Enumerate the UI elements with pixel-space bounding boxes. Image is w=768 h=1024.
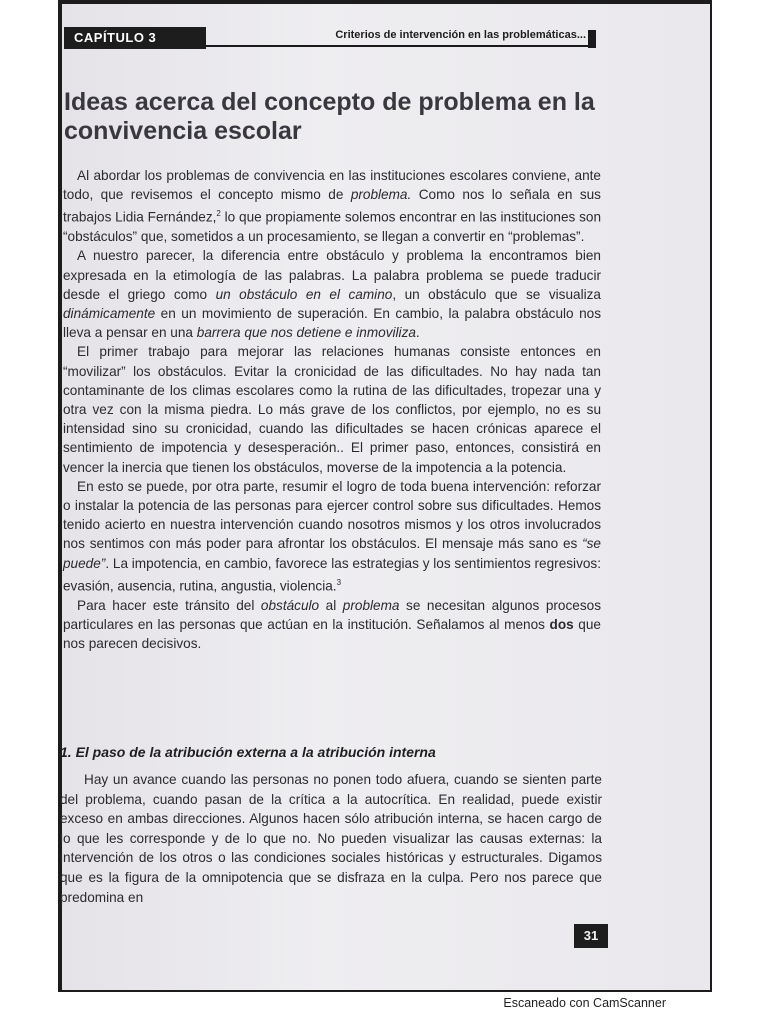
paragraph-4 bbox=[63, 477, 601, 596]
text-run: En esto se puede, por otra parte, resumir el logro de toda buena intervención: reforzar o instalar la potencia de las personas para ejercer control sobre sus dificultades. Hemos tenido acierto en nuestra intervención cuando nosotros mismos y los otros involucrados nos sentimos con más poder para afrontar los obstáculos. El mensaje más sano es bbox=[63, 478, 601, 552]
emphasis: obstáculo bbox=[260, 597, 320, 613]
body-text bbox=[63, 166, 601, 653]
paragraph-2 bbox=[63, 246, 601, 342]
running-title: Criterios de intervención en las problemáticas... bbox=[335, 29, 586, 41]
subsection-heading: 1. El paso de la atribución externa a la atribución interna bbox=[60, 744, 436, 760]
paragraph-5 bbox=[63, 596, 601, 654]
header-end-block bbox=[588, 30, 596, 48]
footnote-ref: 3 bbox=[336, 577, 342, 587]
page-number: 31 bbox=[574, 924, 608, 948]
text-run: . La impotencia, en cambio, favorece las estrategias y los sentimientos regresivos: evasión, ausencia, rutina, angustia, violencia. bbox=[63, 555, 601, 594]
running-header bbox=[64, 27, 596, 49]
emphasis: dinámicamente bbox=[63, 305, 156, 321]
subsection-text bbox=[60, 770, 602, 907]
text-run: en un movimiento de superación. En cambio, la palabra obstáculo nos lleva a pensar en una bbox=[63, 305, 601, 341]
text-run: , un obstáculo que se visualiza bbox=[392, 286, 601, 302]
paragraph-1 bbox=[63, 166, 601, 246]
text-run: Como nos lo señala en sus trabajos Lidia Fernández, bbox=[63, 187, 601, 225]
scanner-watermark: Escaneado con CamScanner bbox=[503, 996, 666, 1010]
text-run: que nos parecen decisivos. bbox=[63, 616, 601, 651]
strong-text: dos bbox=[549, 616, 574, 632]
emphasis: problema. bbox=[350, 187, 412, 203]
paragraph-6: Hay un avance cuando las personas no ponen todo afuera, cuando se sienten parte del problema, cuando pasan de la crítica a la autocrítica. En realidad, puede existir exceso en ambas direcciones. Algunos hacen sólo atribución interna, se hacen cargo de lo que les corresponde y de lo que no. No pueden visualizar las causas externas: la intervención de los otros o las condiciones sociales históricas y estructurales. Digamos que es la figura de la omnipotencia que se disfraza en la culpa. Pero nos parece que predomina en bbox=[60, 772, 602, 905]
paragraph-3: El primer trabajo para mejorar las relaciones humanas consiste entonces en “movilizar” los obstáculos. Evitar la cronicidad de las dificultades. No hay nada tan contaminante de los climas escolares como la rutina de las dificultades, tropezar una y otra vez con la misma piedra. Lo más grave de los conflictos, por ejemplo, no es su intensidad sino su cronicidad, cuando las dificultades se hacen crónicas aparece el sentimiento de impotencia y desesperación.. El primer paso, entonces, consistirá en vencer la inercia que tienen los obstáculos, moverse de la impotencia a la potencia. bbox=[63, 344, 601, 475]
emphasis: un obstáculo en el camino bbox=[215, 286, 393, 302]
emphasis: problema bbox=[342, 597, 400, 613]
section-title: Ideas acerca del concepto de problema en la convivencia escolar bbox=[64, 88, 595, 145]
text-run: . bbox=[415, 325, 420, 341]
text-run: al bbox=[319, 597, 343, 613]
text-run: A nuestro parecer, la diferencia entre obstáculo y problema la encontramos bien expresada en la etimología de las palabras. La palabra problema se puede traducir desde el griego como bbox=[63, 248, 601, 302]
emphasis: “se puede” bbox=[63, 536, 601, 571]
emphasis: barrera que nos detiene e inmoviliza bbox=[196, 325, 416, 341]
chapter-label: CAPÍTULO 3 bbox=[64, 27, 206, 49]
footnote-ref: 2 bbox=[216, 209, 221, 219]
text-run: Al abordar los problemas de convivencia en las instituciones escolares conviene, ante todo, que revisemos el concepto mismo de bbox=[63, 168, 601, 203]
text-run: Para hacer este tránsito del bbox=[77, 597, 261, 613]
text-run: se necesitan algunos procesos particulares en las personas que actúan en la institución. Señalamos al menos bbox=[63, 597, 602, 632]
text-run: lo que propiamente solemos encontrar en las instituciones son “obstáculos” que, sometidos a un procesamiento, se llegan a convertir en “problemas”. bbox=[63, 209, 602, 245]
